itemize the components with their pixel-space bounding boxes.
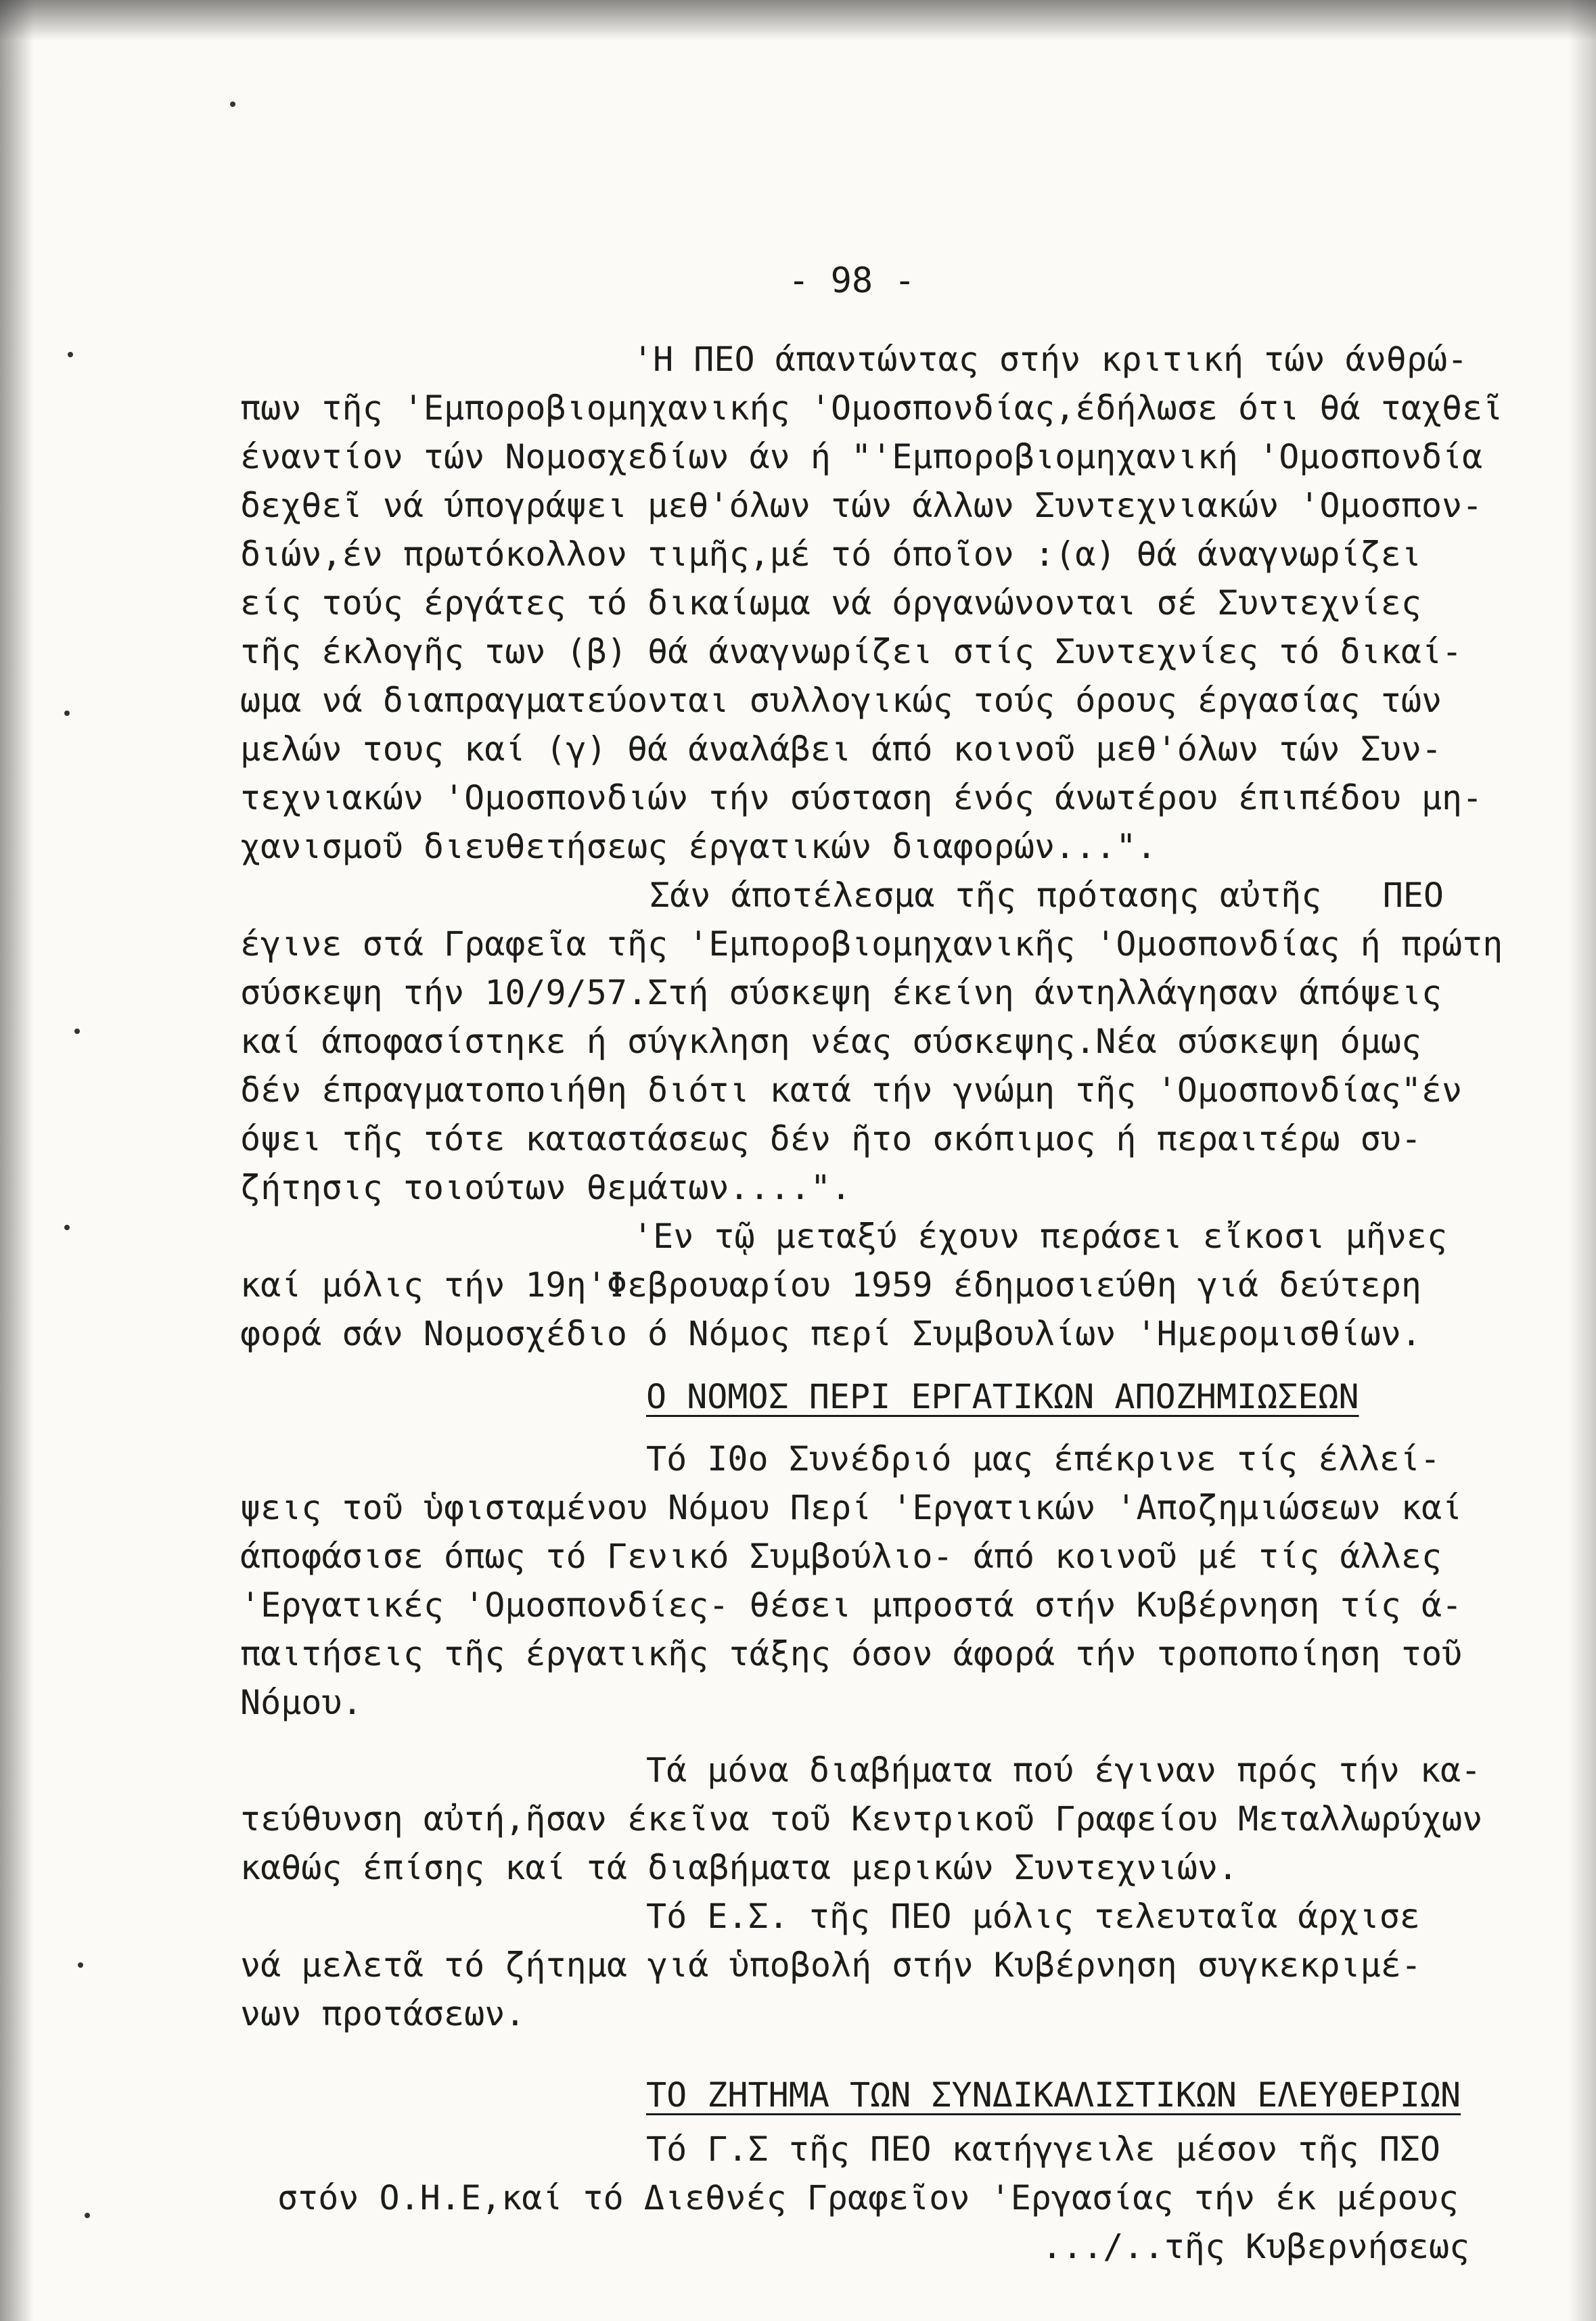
text-line: διών,έν πρωτόκολλον τιμῆς,μέ τό όποῖον :(α) θά άναγνωρίζει (240, 535, 1421, 574)
scan-speck (78, 1962, 83, 1968)
text-line: Σάν άποτέλεσμα τῆς πρότασης αὐτῆς ΠΕΟ (649, 876, 1444, 915)
scan-speck (68, 352, 73, 357)
text-line: είς τούς έργάτες τό δικαίωμα νά όργανώνονται σέ Συντεχνίες (240, 583, 1421, 623)
text-line: Τό Ε.Σ. τῆς ΠΕΟ μόλις τελευταῖα άρχισε (646, 1897, 1420, 1936)
scan-shadow-right (1569, 0, 1596, 2321)
continuation-line: .../..τῆς Κυβερνήσεως (1042, 2227, 1470, 2266)
text-line: σύσκεψη τήν 10/9/57.Στή σύσκεψη έκείνη άντηλλάγησαν άπόψεις (240, 973, 1442, 1012)
text-line: έγινε στά Γραφεῖα τῆς 'Εμποροβιομηχανικῆς 'Ομοσπονδίας ή πρώτη (240, 924, 1503, 964)
section-heading: Ο ΝΟΜΟΣ ΠΕΡΙ ΕΡΓΑΤΙΚΩΝ ΑΠΟΖΗΜΙΩΣΕΩΝ (646, 1377, 1359, 1416)
text-line: Τό Γ.Σ τῆς ΠΕΟ κατήγγειλε μέσον τῆς ΠΣΟ (646, 2130, 1440, 2169)
section-heading: ΤΟ ΖΗΤΗΜΑ ΤΩΝ ΣΥΝΔΙΚΑΛΙΣΤΙΚΩΝ ΕΛΕΥΘΕΡΙΩΝ (646, 2075, 1461, 2115)
text-line: τῆς έκλογῆς των (β) θά άναγνωρίζει στίς Συντεχνίες τό δικαί- (240, 632, 1463, 671)
text-line: 'Η ΠΕΟ άπαντώντας στήν κριτική τών άνθρώ- (633, 340, 1468, 379)
text-line: νων προτάσεων. (240, 1994, 526, 2033)
text-line: Τά μόνα διαβήματα πού έγιναν πρός τήν κα- (646, 1751, 1482, 1790)
text-line: χανισμοῦ διευθετήσεως έργατικών διαφορών...". (240, 827, 1157, 866)
text-line: Τό Ι0ο Συνέδριό μας έπέκρινε τίς έλλεί- (646, 1439, 1440, 1479)
text-line: Νόμου. (240, 1683, 363, 1722)
text-line: τεύθυνση αὐτή,ῆσαν έκεῖνα τοῦ Κεντρικοῦ Γραφείου Μεταλλωρύχων (240, 1799, 1483, 1839)
text-line: δεχθεῖ νά ύπογράψει μεθ'όλων τών άλλων Συντεχνιακών 'Ομοσπον- (240, 486, 1483, 525)
text-line: 'Εργατικές 'Ομοσπονδίες- θέσει μπροστά στήν Κυβέρνηση τίς ά- (240, 1585, 1463, 1625)
scan-shadow-top (0, 0, 1596, 41)
text-line: νά μελετᾶ τό ζήτημα γιά ὑποβολή στήν Κυβέρνηση συγκεκριμέ- (240, 1945, 1421, 1985)
text-line: άποφάσισε όπως τό Γενικό Συμβούλιο- άπό κοινοῦ μέ τίς άλλες (240, 1537, 1442, 1576)
scan-speck (85, 2213, 90, 2218)
text-line: καί άποφασίστηκε ή σύγκληση νέας σύσκεψης.Νέα σύσκεψη όμως (240, 1022, 1421, 1061)
scan-speck (230, 102, 235, 107)
page-number: - 98 - (788, 261, 915, 301)
text-line: ζήτησις τοιούτων θεμάτων....". (240, 1168, 852, 1207)
text-line: φορά σάν Νομοσχέδιο ό Νόμος περί Συμβουλίων 'Ημερομισθίων. (240, 1314, 1421, 1353)
text-line: ψεις τοῦ ὑφισταμένου Νόμου Περί 'Εργατικών 'Αποζημιώσεων καί (240, 1488, 1463, 1527)
text-line: 'Εν τῷ μεταξύ έχουν περάσει εἴκοσι μῆνες (633, 1217, 1448, 1256)
text-line: τεχνιακών 'Ομοσπονδιών τήν σύσταση ένός άνωτέρου έπιπέδου μη- (240, 778, 1483, 817)
text-line: στόν Ο.Η.Ε,καί τό Διεθνές Γραφεῖον 'Εργασίας τήν έκ μέρους (277, 2178, 1459, 2217)
scan-speck (74, 1029, 80, 1034)
text-line: καί μόλις τήν 19η'Φεβρουαρίου 1959 έδημοσιεύθη γιά δεύτερη (240, 1265, 1421, 1305)
text-line: έναντίον τών Νομοσχεδίων άν ή "'Εμποροβιομηχανική 'Ομοσπονδία (240, 437, 1483, 476)
scan-shadow-left (0, 0, 34, 2321)
text-line: δέν έπραγματοποιήθη διότι κατά τήν γνώμη τῆς 'Ομοσπονδίας"έν (240, 1071, 1463, 1110)
text-line: ωμα νά διαπραγματεύονται συλλογικώς τούς όρους έργασίας τών (240, 681, 1442, 720)
text-line: πων τῆς 'Εμποροβιομηχανικής 'Ομοσπονδίας,έδήλωσε ότι θά ταχθεῖ (240, 388, 1503, 428)
text-line: καθώς έπίσης καί τά διαβήματα μερικών Συντεχνιών. (240, 1848, 1239, 1887)
scan-speck (64, 711, 70, 716)
text-line: μελών τους καί (γ) θά άναλάβει άπό κοινοῦ μεθ'όλων τών Συν- (240, 729, 1442, 769)
scan-speck (64, 1225, 70, 1230)
text-line: όψει τῆς τότε καταστάσεως δέν ῆτο σκόπιμος ή περαιτέρω συ- (240, 1119, 1421, 1158)
text-line: παιτήσεις τῆς έργατικῆς τάξης όσον άφορά τήν τροποποίηση τοῦ (240, 1634, 1463, 1673)
